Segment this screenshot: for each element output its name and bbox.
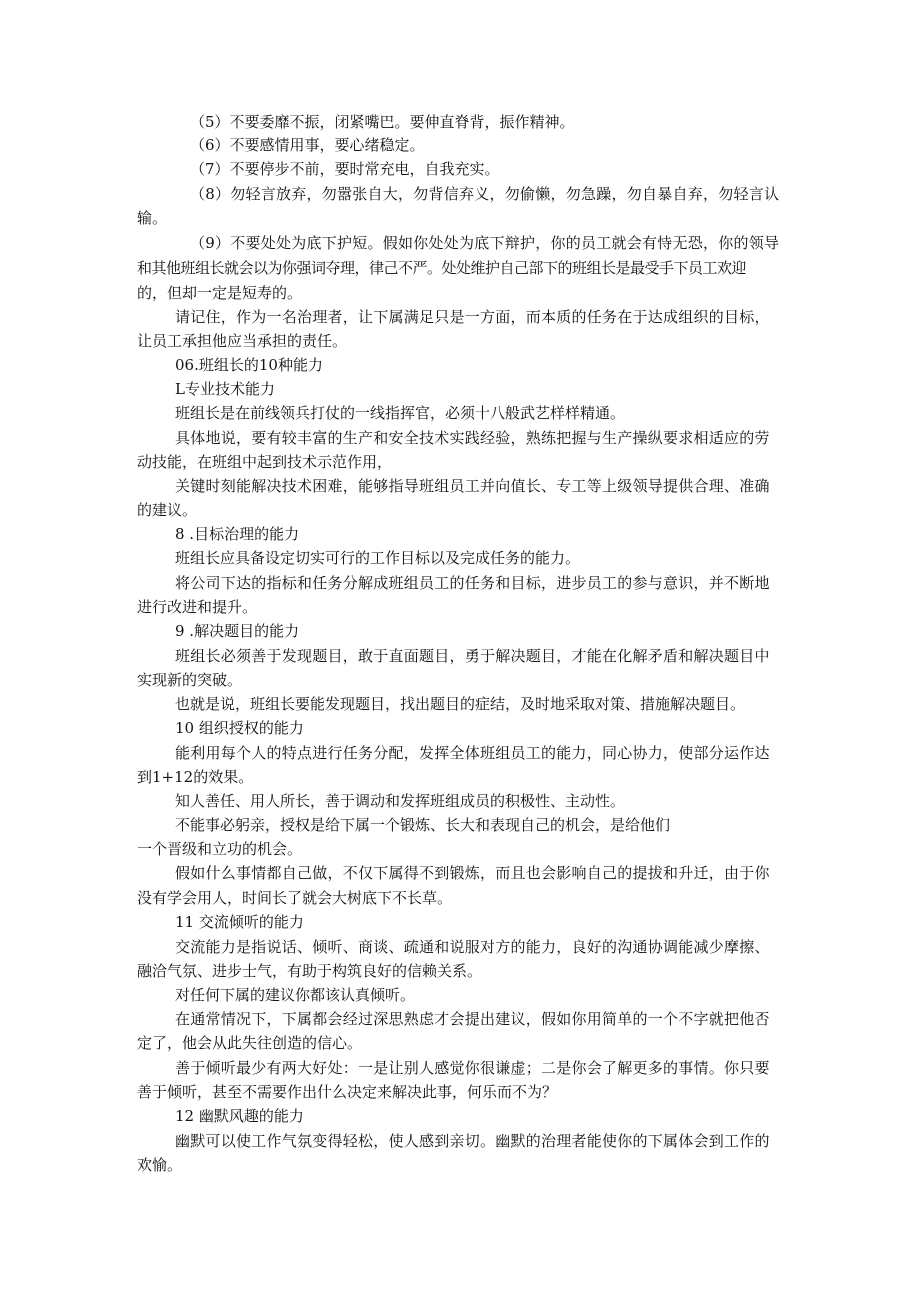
text-line: 善于倾听，甚至不需要作出什么决定来解决此事，何乐而不为？ [137, 1083, 558, 1101]
subsection-heading: 8 .目标治理的能力 [175, 525, 300, 543]
text-line: 交流能力是指说话、倾听、商谈、疏通和说服对方的能力，良好的沟通协调能减少摩擦、 [175, 938, 770, 956]
text-line: （6）不要感情用事，要心绪稳定。 [190, 136, 425, 154]
text-line: 善于倾听最少有两大好处：一是让别人感觉你很谦虚；二是你会了解更多的事情。你只要 [175, 1059, 770, 1077]
text-line: 关键时刻能解决技术困难，能够指导班组员工并向值长、专工等上级领导提供合理、准确 [175, 477, 770, 495]
text-line: 能利用每个人的特点进行任务分配，发挥全体班组员工的能力，同心协力，使部分运作达 [175, 744, 770, 762]
text-line: （7）不要停步不前，要时常充电，自我充实。 [190, 160, 500, 178]
text-line: 没有学会用人，时间长了就会大树底下不长草。 [137, 889, 453, 907]
text-line: 到1+12的效果。 [137, 768, 254, 786]
text-line: 班组长是在前线领兵打仗的一线指挥官，必须十八般武艺样样精通。 [175, 404, 626, 422]
text-line: 将公司下达的指标和任务分解成班组员工的任务和目标，进步员工的参与意识，并不断地 [175, 574, 770, 592]
text-line: 请记住，作为一名治理者，让下属满足只是一方面，而本质的任务在于达成组织的目标， [175, 308, 770, 326]
text-line: 班组长应具备设定切实可行的工作目标以及完成任务的能力。 [175, 549, 581, 567]
subsection-heading: 12 幽默风趣的能力 [175, 1107, 304, 1125]
section-heading: 06.班组长的10种能力 [175, 356, 323, 374]
text-line: （5）不要委靡不振，闭紧嘴巴。要伸直脊背，振作精神。 [190, 113, 575, 131]
text-line: 让员工承担他应当承担的责任。 [137, 332, 348, 350]
text-line: 欢愉。 [137, 1156, 183, 1174]
text-line: 实现新的突破。 [137, 671, 243, 689]
text-line: 融洽气氛、进步士气，有助于构筑良好的信赖关系。 [137, 962, 483, 980]
text-line: （9）不要处处为底下护短。假如你处处为底下辩护，你的员工就会有恃无恐，你的领导 [190, 234, 780, 252]
text-line: 定了，他会从此失往创造的信心。 [137, 1034, 363, 1052]
text-line: 输。 [137, 209, 168, 227]
text-line: 的建议。 [137, 501, 198, 519]
text-line: 班组长必须善于发现题目，敢于直面题目，勇于解决题目，才能在化解矛盾和解决题目中 [175, 647, 770, 665]
text-line: 知人善任、用人所长，善于调动和发挥班组成员的积极性、主动性。 [175, 792, 626, 810]
text-line: 假如什么事情都自己做，不仅下属得不到锻炼，而且也会影响自己的提拔和升迁，由于你 [175, 864, 770, 882]
text-line: 也就是说，班组长要能发现题目，找出题目的症结，及时地采取对策、措施解决题目。 [175, 695, 746, 713]
text-line: 幽默可以使工作气氛变得轻松，使人感到亲切。幽默的治理者能使你的下属体会到工作的 [175, 1132, 770, 1150]
text-line: 进行改进和提升。 [137, 598, 258, 616]
text-line: 对任何下属的建议你都该认真倾听。 [175, 986, 416, 1004]
text-line: （8）勿轻言放弃，勿嚣张自大，勿背信弃义，勿偷懒，勿急躁，勿自暴自弃，勿轻言认 [190, 185, 780, 203]
text-line: 的，但却一定是短寿的。 [137, 284, 303, 302]
subsection-heading: L专业技术能力 [175, 380, 275, 398]
subsection-heading: 11 交流倾听的能力 [175, 913, 304, 931]
subsection-heading: 10 组织授权的能力 [175, 719, 304, 737]
text-line: 动技能，在班组中起到技术示范作用， [137, 453, 393, 471]
text-line: 不能事必躬亲，授权是给下属一个锻炼、长大和表现自己的机会，是给他们 [175, 816, 671, 834]
text-line: 具体地说，要有较丰富的生产和安全技术实践经验，熟练把握与生产操纵要求相适应的劳 [175, 429, 770, 447]
subsection-heading: 9 .解决题目的能力 [175, 622, 300, 640]
text-line: 和其他班组长就会以为你强词夺理，律己不严。处处维护自己部下的班组长是最受手下员工欢迎 [137, 259, 747, 277]
text-line: 一个晋级和立功的机会。 [137, 840, 303, 858]
text-line: 在通常情况下，下属都会经过深思熟虑才会提出建议，假如你用简单的一个不字就把他否 [175, 1010, 770, 1028]
